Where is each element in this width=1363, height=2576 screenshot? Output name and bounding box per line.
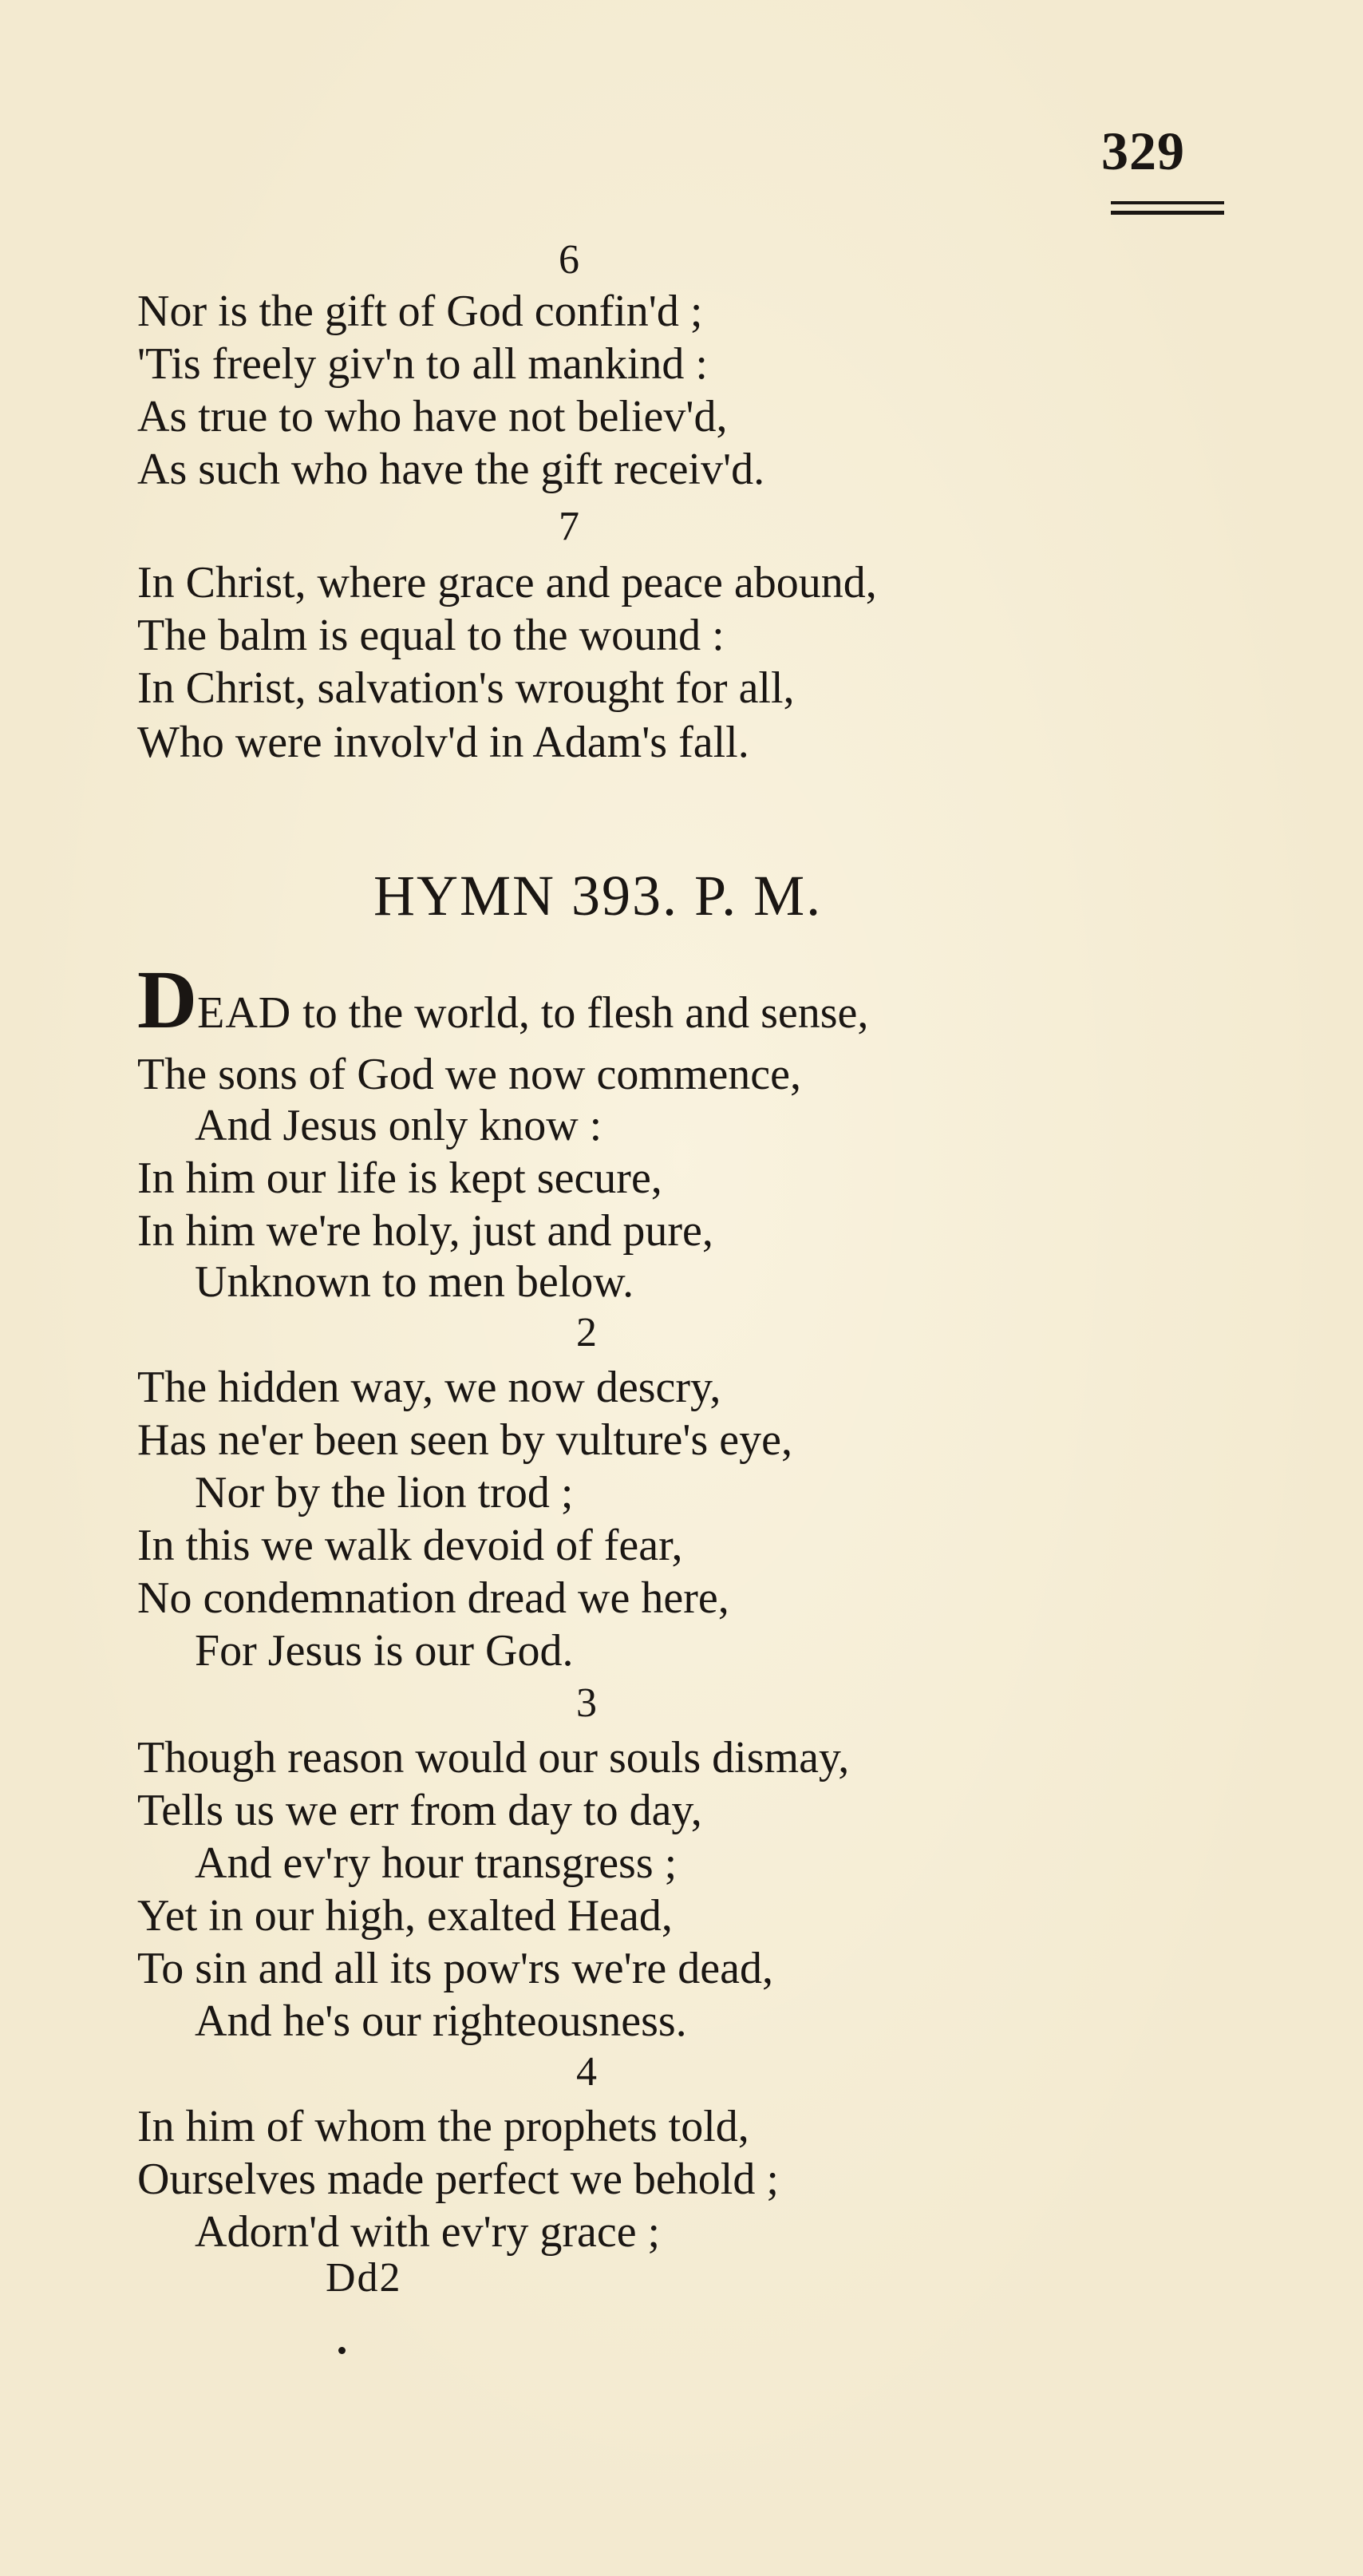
signature-mark: Dd2 bbox=[326, 2255, 402, 2301]
verse-line: Who were involv'd in Adam's fall. bbox=[137, 718, 749, 767]
verse-line: 'Tis freely giv'n to all mankind : bbox=[137, 339, 708, 389]
verse-line: Ourselves made perfect we behold ; bbox=[137, 2155, 779, 2204]
verse-line: In him we're holy, just and pure, bbox=[137, 1206, 713, 1256]
drop-cap: D bbox=[137, 954, 198, 1046]
stanza-number: 7 bbox=[559, 504, 579, 549]
stanza-number: 2 bbox=[576, 1310, 597, 1355]
verse-line: As such who have the gift receiv'd. bbox=[137, 445, 765, 494]
stanza-number: 3 bbox=[576, 1680, 597, 1726]
verse-line: For Jesus is our God. bbox=[195, 1626, 574, 1676]
stanza-number: 4 bbox=[576, 2049, 597, 2095]
verse-line: Though reason would our souls dismay, bbox=[137, 1733, 850, 1783]
small-caps: EAD bbox=[197, 988, 292, 1038]
verse-line: Has ne'er been seen by vulture's eye, bbox=[137, 1415, 792, 1465]
first-verse-line bbox=[137, 954, 869, 1046]
verse-line: And he's our righteousness. bbox=[195, 1996, 687, 2046]
verse-line: No condemnation dread we here, bbox=[137, 1573, 729, 1623]
header-rule-bottom bbox=[1111, 211, 1224, 215]
verse-line: The balm is equal to the wound : bbox=[137, 611, 725, 660]
verse-line: As true to who have not believ'd, bbox=[137, 392, 728, 441]
verse-line: In Christ, salvation's wrought for all, bbox=[137, 663, 795, 713]
ink-speck bbox=[338, 2347, 346, 2354]
verse-line: And ev'ry hour transgress ; bbox=[195, 1838, 678, 1888]
hymn-title: HYMN 393. P. M. bbox=[373, 864, 823, 928]
verse-line: Adorn'd with ev'ry grace ; bbox=[195, 2207, 661, 2257]
verse-line: In him our life is kept secure, bbox=[137, 1153, 662, 1203]
verse-line: The hidden way, we now descry, bbox=[137, 1363, 721, 1412]
verse-line: Yet in our high, exalted Head, bbox=[137, 1891, 673, 1941]
verse-line: In him of whom the prophets told, bbox=[137, 2102, 749, 2151]
page-number: 329 bbox=[1101, 121, 1185, 181]
verse-line: And Jesus only know : bbox=[195, 1101, 602, 1150]
stanza-number: 6 bbox=[559, 237, 579, 283]
verse-line: Nor by the lion trod ; bbox=[195, 1468, 574, 1518]
verse-line: In Christ, where grace and peace abound, bbox=[137, 558, 877, 607]
verse-line: Tells us we err from day to day, bbox=[137, 1786, 702, 1835]
verse-line: In this we walk devoid of fear, bbox=[137, 1521, 683, 1570]
header-rule-top bbox=[1111, 201, 1224, 204]
verse-line: Nor is the gift of God confin'd ; bbox=[137, 287, 703, 336]
first-line-rest: to the world, to flesh and sense, bbox=[291, 988, 869, 1038]
verse-line: To sin and all its pow'rs we're dead, bbox=[137, 1944, 773, 1993]
verse-line: The sons of God we now commence, bbox=[137, 1050, 802, 1099]
verse-line: Unknown to men below. bbox=[195, 1257, 634, 1307]
